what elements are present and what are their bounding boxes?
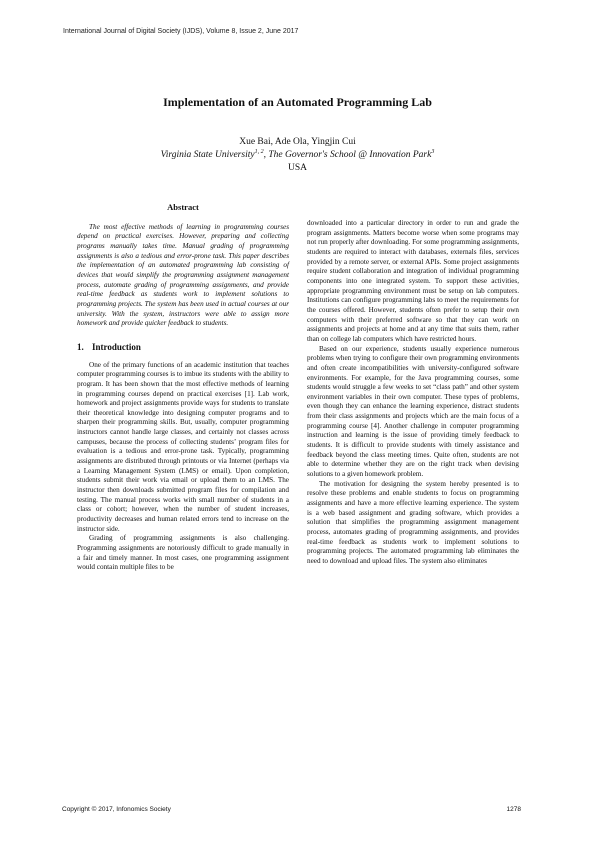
copyright-footer: Copyright © 2017, Infonomics Society	[62, 806, 171, 813]
abstract-heading: Abstract	[167, 202, 199, 212]
intro-paragraph: downloaded into a particular directory in order to run and grade the program assignments. Matters become worse when some programs may not run properly after downloading. For some programming assignments, students are required to interact with databases, externals files, services provided by a remote server, or external APIs. Some project assignments require student collaboration and integration of individual programming components into one integrated system. To support these activities, appropriate programming environment must be setup on lab computers. Institutions can configure programming labs to meet the requirements for the courses offered. However, students often prefer to setup their own computers with their preferred software so that they can work on assignments and projects at home and at any time that suits them, rather than on college lab computers which have restricted hours.	[307, 219, 519, 343]
paper-title: Implementation of an Automated Programming Lab	[163, 95, 432, 109]
intro-paragraph: The motivation for designing the system hereby presented is to resolve these problems and enable students to focus on programming assignments and have a more effective learning experience. The system is a web based assignment and grading software, which provides a solution that simplifies the programming assignment management process, automates grading of programming assignments, and provides real-time feedback as students work to implement solutions to programming projects. The automated programming lab eliminates the need to download and upload files. The system also eliminates	[307, 479, 519, 565]
page-number: 1278	[506, 806, 521, 813]
section-number: 1.	[77, 341, 84, 352]
affiliation-part1: Virginia State University	[160, 150, 255, 160]
country: USA	[287, 163, 307, 173]
running-head: International Journal of Digital Society (IJDS), Volume 8, Issue 2, June 2017	[63, 28, 299, 35]
section-title: Introduction	[92, 341, 141, 352]
section-heading	[77, 343, 289, 353]
right-column	[307, 219, 519, 567]
affiliation	[0, 149, 595, 162]
abstract-text: The most effective methods of learning in programming courses depend on practical exercises. However, preparing and collecting programs manually takes time. Manual grading of programming assignments is also a tedious and error-prone task. This paper describes the implementation of an automated programming lab consisting of devices that would simplify the programming assignment management process, automate grading of programming assignments, and provide real-time feedback as students work to implement solutions to programming projects. The system has been used in actual courses at our university. With the system, instructors were able to assign more homework and provide quicker feedback to students.	[77, 222, 289, 328]
affiliation-sup2: 3	[431, 149, 435, 155]
affiliation-sup1: 1, 2	[254, 149, 264, 155]
affiliation-part2: , The Governor's School @ Innovation Park	[263, 150, 432, 160]
author-block	[0, 136, 595, 175]
intro-paragraph: Based on our experience, students usually experience numerous problems when trying to configure their own programming environments and often create incompatibilities with university-configured software environments. For example, for the Java programming courses, some students would struggle a few weeks to set “class path” and other system environment variables in their own computer. These types of problems, even though they can enhance the learning experience, distract students from their class assignments and projects which are the main focus of a programming course [4]. Another challenge in computer programming instruction and learning is the issue of providing timely feedback to students. It is difficult to provide students with timely assistance and feedback beyond the class meeting times. Quite often, students are not able to determine whether they are on the right track when devising solutions to a given homework problem.	[307, 344, 519, 479]
intro-paragraph: Grading of programming assignments is also challenging. Programming assignments are notoriously difficult to grade manually in a fair and timely manner. In most cases, one programming assignment would contain multiple files to be	[77, 534, 289, 572]
author-names: Xue Bai, Ade Ola, Yingjin Cui	[239, 137, 356, 147]
left-column	[77, 202, 289, 573]
intro-paragraph: One of the primary functions of an academic institution that teaches computer programming courses is to imbue its students with the ability to program. It has been shown that the most effective methods of learning in programming courses depend on practical exercises [1]. Lab work, homework and project assignments provide ways for students to translate their theoretical knowledge into designing computer programs and to sharpen their programming skills. But, usually, computer programming instructors cannot handle large classes, and certainly not classes across campuses, because the process of collecting students’ program files for evaluation is a tedious and error-prone task. Typically, programming assignments are distributed through printouts or via Internet (perhaps via a Learning Management System (LMS) or email). Upon completion, students submit their work via email or upload them to an LMS. The instructor then downloads submitted program files for compilation and testing. The manual process works with small number of students in a class or cohort; however, when the number of student increases, productivity decreases and human related errors tend to increase on the instructor side.	[77, 360, 289, 533]
